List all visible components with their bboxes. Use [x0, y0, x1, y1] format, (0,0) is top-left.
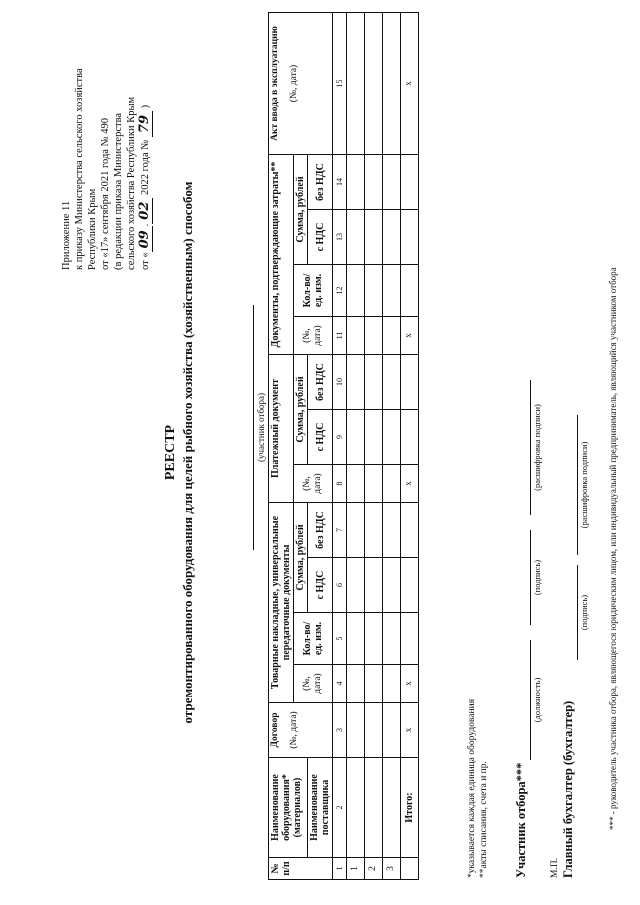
date-separator: .	[140, 223, 151, 227]
subheader-novat: без НДС	[308, 503, 333, 558]
table-cell	[347, 665, 365, 703]
table-cell	[347, 13, 365, 155]
header-payment: Платежный документ	[269, 355, 294, 503]
notes	[466, 699, 490, 878]
table-cell	[365, 613, 383, 665]
table-cell	[401, 410, 419, 465]
table-cell	[401, 503, 419, 558]
header-contract-label: Договор	[270, 712, 280, 748]
decode-line	[577, 415, 578, 555]
appendix-line: сельского хозяйства Республики Крым	[126, 96, 137, 270]
subheader-sum: Сумма, рублей	[294, 355, 308, 465]
table-cell	[383, 317, 401, 355]
table-cell	[347, 355, 365, 410]
footnote: *** - руководитель участника отбора, являющегося юридическим лицом, или индивидуальный предприниматель, являющийся участником отбора	[608, 267, 618, 830]
table-cell	[365, 210, 383, 265]
table-cell	[365, 410, 383, 465]
table-cell	[383, 558, 401, 613]
table-cell	[365, 155, 383, 210]
signature-caption: (подпись)	[532, 559, 542, 596]
subheader-novat: без НДС	[308, 155, 333, 210]
table-cell	[401, 558, 419, 613]
table-cell	[383, 265, 401, 317]
column-number: 4	[333, 665, 347, 703]
document-title: РЕЕСТР	[163, 424, 178, 481]
handwritten-number: 79	[137, 111, 153, 137]
table-cell	[383, 503, 401, 558]
table-cell	[347, 613, 365, 665]
column-number: 9	[333, 410, 347, 465]
table-cell	[347, 410, 365, 465]
header-contract	[269, 703, 333, 758]
column-number-row	[333, 13, 347, 880]
position-caption: (должность)	[532, 677, 542, 723]
note-line: **акты списания, счета и пр.	[479, 761, 489, 878]
subheader-vat: с НДС	[308, 210, 333, 265]
header-act-sub: (№, дата)	[289, 64, 299, 103]
table-cell	[365, 703, 383, 758]
table-cell	[365, 558, 383, 613]
total-label: Итого:	[401, 758, 419, 858]
table-cell	[383, 613, 401, 665]
table-cell	[347, 758, 365, 858]
appendix-line: Республики Крым	[87, 188, 98, 270]
table-cell	[365, 465, 383, 503]
subheader-qty: Кол-во/ ед. изм.	[294, 265, 333, 317]
total-x: x	[401, 465, 419, 503]
header-name: Наименование оборудования* (материалов)	[269, 758, 308, 858]
subheader-vat: с НДС	[308, 410, 333, 465]
decode-caption: (расшифровка подписи)	[579, 441, 589, 529]
column-number: 3	[333, 703, 347, 758]
table-cell	[347, 465, 365, 503]
table-cell	[365, 317, 383, 355]
table-cell	[401, 613, 419, 665]
column-number: 8	[333, 465, 347, 503]
table-row	[365, 13, 383, 880]
total-x: x	[401, 13, 419, 155]
total-x: x	[401, 703, 419, 758]
column-number: 12	[333, 265, 347, 317]
appendix-line: Приложение 11	[61, 200, 72, 270]
date-suffix: )	[140, 104, 151, 109]
table-cell	[347, 155, 365, 210]
table-cell	[383, 355, 401, 410]
table-cell	[401, 265, 419, 317]
table-cell	[365, 758, 383, 858]
header-act-label: Акт ввода в эксплуатацию	[270, 26, 280, 141]
table-cell	[383, 758, 401, 858]
appendix-block	[60, 68, 152, 270]
participant-signature-title: Участник отбора***	[514, 762, 528, 878]
table-row	[383, 13, 401, 880]
note-line: *указывается каждая единица оборудования	[467, 698, 477, 878]
table-cell	[401, 858, 419, 880]
column-number: 6	[333, 558, 347, 613]
signature-line	[577, 565, 578, 660]
decode-caption: (расшифровка подписи)	[532, 404, 542, 491]
table-cell	[383, 665, 401, 703]
table-row	[347, 13, 365, 880]
appendix-date-line	[138, 68, 152, 270]
total-x: x	[401, 317, 419, 355]
appendix-line: (в редакции приказа Министерства	[113, 112, 124, 270]
subheader-sum: Сумма, рублей	[294, 503, 308, 613]
table-cell	[383, 13, 401, 155]
column-number: 7	[333, 503, 347, 558]
table-cell	[347, 317, 365, 355]
decode-line	[530, 380, 531, 515]
total-row	[401, 13, 419, 880]
table-cell	[401, 155, 419, 210]
table-cell	[365, 355, 383, 410]
appendix-line: от «17» сентября 2021 года № 490	[100, 118, 111, 270]
table-cell	[383, 155, 401, 210]
table-cell	[365, 665, 383, 703]
participant-caption: (участник отбора)	[256, 392, 266, 463]
subheader-vat: с НДС	[308, 558, 333, 613]
table-cell	[365, 503, 383, 558]
column-number: 1	[333, 858, 347, 880]
total-x: x	[401, 665, 419, 703]
table-cell	[347, 210, 365, 265]
signature-line	[530, 530, 531, 625]
handwritten-month: 02	[137, 198, 153, 224]
document-subtitle: отремонтированного оборудования для целей рыбного хозяйства (хозяйственным) способом	[180, 181, 195, 724]
table-cell	[347, 265, 365, 317]
row-number: 2	[365, 858, 383, 880]
column-number: 13	[333, 210, 347, 265]
table-cell	[365, 265, 383, 317]
date-prefix: от «	[140, 252, 151, 270]
table-cell	[383, 210, 401, 265]
header-supplier: Наименование поставщика	[308, 758, 333, 858]
header-act	[269, 13, 333, 155]
header-contract-sub: (№, дата)	[289, 711, 299, 749]
row-number: 1	[347, 858, 365, 880]
column-number: 14	[333, 155, 347, 210]
header-num: № п/п	[269, 858, 333, 880]
participant-line	[253, 305, 254, 550]
column-number: 5	[333, 613, 347, 665]
header-waybill: Товарные накладные, универсальные передаточные документы	[269, 503, 294, 703]
subheader-novat: без НДС	[308, 355, 333, 410]
signature-caption: (подпись)	[579, 594, 589, 631]
subheader-numdate: (№, дата)	[294, 317, 333, 355]
stamp-place: М.П.	[550, 857, 560, 878]
table-cell	[365, 13, 383, 155]
subheader-qty: Кол-во/ ед. изм.	[294, 613, 333, 665]
table-cell	[347, 558, 365, 613]
table-cell	[383, 703, 401, 758]
header-docs: Документы, подтверждающие затраты**	[269, 155, 294, 355]
table-cell	[401, 210, 419, 265]
table-cell	[383, 465, 401, 503]
column-number: 2	[333, 758, 347, 858]
column-number: 11	[333, 317, 347, 355]
subheader-numdate: (№, дата)	[294, 665, 333, 703]
row-number: 3	[383, 858, 401, 880]
subheader-sum: Сумма, рублей	[294, 155, 308, 265]
subheader-numdate: (№, дата)	[294, 465, 333, 503]
column-number: 15	[333, 13, 347, 155]
handwritten-day: 09	[137, 226, 153, 252]
table-cell	[347, 703, 365, 758]
register-table	[268, 12, 419, 880]
accountant-signature-title: Главный бухгалтер (бухгалтер)	[561, 700, 575, 878]
table-cell	[383, 410, 401, 465]
position-line	[530, 640, 531, 760]
date-year: 2022 года №	[140, 139, 151, 195]
appendix-line: к приказу Министерства сельского хозяйства	[74, 68, 85, 270]
column-number: 10	[333, 355, 347, 410]
table-cell	[401, 355, 419, 410]
table-cell	[347, 503, 365, 558]
